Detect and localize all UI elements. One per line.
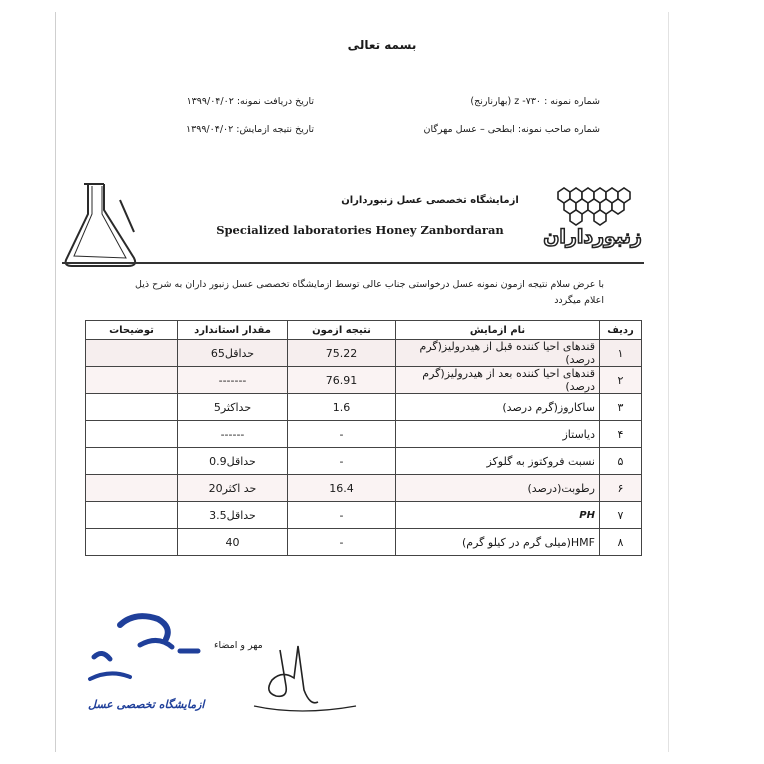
table-row — [86, 448, 642, 475]
cell-standard: 40 — [178, 529, 288, 556]
owner-value: ابطحی – عسل مهرگان — [423, 124, 515, 135]
header-divider — [62, 262, 644, 264]
result-date-value: ۱۳۹۹/۰۴/۰۲ — [186, 124, 234, 135]
sample-number-label: شماره نمونه : — [544, 96, 600, 107]
cell-notes — [86, 421, 178, 448]
owner-label: شماره صاحب نمونه: — [517, 124, 600, 135]
table-header-row — [86, 321, 642, 340]
cell-notes — [86, 340, 178, 367]
flask-icon — [62, 180, 142, 268]
table-row — [86, 340, 642, 367]
sample-number — [470, 96, 600, 107]
cell-test: رطوبت(درصد) — [396, 475, 600, 502]
receipt-date — [187, 96, 314, 107]
receipt-date-label: تاریخ دریافت نمونه: — [236, 96, 314, 107]
logo-text: زنبورداران — [543, 226, 642, 248]
table-row — [86, 529, 642, 556]
cell-notes — [86, 502, 178, 529]
table-row — [86, 421, 642, 448]
cell-row-number: ۸ — [600, 529, 642, 556]
intro-line-2: اعلام میگردد — [554, 295, 604, 306]
cell-result: - — [288, 529, 396, 556]
cell-standard: حداکثر5 — [178, 394, 288, 421]
cell-row-number: ۶ — [600, 475, 642, 502]
cell-notes — [86, 475, 178, 502]
cell-notes — [86, 448, 178, 475]
cell-notes — [86, 529, 178, 556]
stamp-blue-icon — [80, 605, 230, 685]
cell-row-number: ۴ — [600, 421, 642, 448]
header-row: ردیف — [600, 321, 642, 340]
results-table — [85, 320, 642, 556]
header-test: نام ازمایش — [396, 321, 600, 340]
lab-logo — [540, 178, 645, 262]
owner — [423, 124, 600, 135]
handwritten-signature-icon — [250, 640, 360, 720]
cell-result: 1.6 — [288, 394, 396, 421]
cell-test: PH — [396, 502, 600, 529]
cell-row-number: ۲ — [600, 367, 642, 394]
honeycomb-icon — [540, 178, 645, 226]
lab-name-persian: ازمایشگاه تخصصی عسل زنبورداران — [341, 195, 519, 206]
cell-result: - — [288, 421, 396, 448]
cell-test: قندهای احیا کننده قبل از هیدرولیز(گرم درصد) — [396, 340, 600, 367]
header-result: نتیجه ازمون — [288, 321, 396, 340]
header-notes: توضیحات — [86, 321, 178, 340]
cell-test: HMF(میلی گرم در کیلو گرم) — [396, 529, 600, 556]
table-row — [86, 394, 642, 421]
sample-number-value: ۷۳۰- z (بهارنارنج) — [470, 96, 542, 107]
page-border-left — [55, 12, 56, 752]
cell-notes — [86, 394, 178, 421]
table-row — [86, 475, 642, 502]
intro-text — [56, 277, 604, 309]
table-row — [86, 502, 642, 529]
cell-standard: حداقل0.9 — [178, 448, 288, 475]
cell-row-number: ۷ — [600, 502, 642, 529]
cell-result: - — [288, 502, 396, 529]
lab-name-english: Specialized laboratories Honey Zanbordaran — [216, 223, 504, 237]
cell-notes — [86, 367, 178, 394]
cell-test: دیاستاز — [396, 421, 600, 448]
cell-standard: حد اکثر20 — [178, 475, 288, 502]
receipt-date-value: ۱۳۹۹/۰۴/۰۲ — [186, 96, 234, 107]
header-standard: مقدار استاندارد — [178, 321, 288, 340]
cell-standard: ------- — [178, 367, 288, 394]
table-row — [86, 367, 642, 394]
cell-result: 75.22 — [288, 340, 396, 367]
signature-label: مهر و امضاء — [214, 640, 263, 651]
cell-standard: ------ — [178, 421, 288, 448]
cell-result: - — [288, 448, 396, 475]
cell-row-number: ۳ — [600, 394, 642, 421]
stamp-text: ازمایشگاه تخصصی عسل — [88, 698, 205, 711]
result-date-label: تاریخ نتیجه ازمایش: — [236, 124, 314, 135]
cell-row-number: ۱ — [600, 340, 642, 367]
document-heading: بسمه تعالی — [347, 38, 417, 52]
page-border-right — [668, 12, 669, 752]
cell-standard: حداقل65 — [178, 340, 288, 367]
cell-test: نسبت فروکتوز به گلوکز — [396, 448, 600, 475]
cell-test: قندهای احیا کننده بعد از هیدرولیز(گرم درصد) — [396, 367, 600, 394]
cell-result: 76.91 — [288, 367, 396, 394]
result-date — [186, 124, 314, 135]
cell-test: ساکاروز(گرم درصد) — [396, 394, 600, 421]
cell-row-number: ۵ — [600, 448, 642, 475]
cell-standard: حداقل3.5 — [178, 502, 288, 529]
cell-result: 16.4 — [288, 475, 396, 502]
intro-line-1: با عرض سلام نتیجه ازمون نمونه عسل درخواستی جناب عالی توسط ازمایشگاه تخصصی عسل زنبور داران به شرح ذیل — [135, 279, 604, 290]
